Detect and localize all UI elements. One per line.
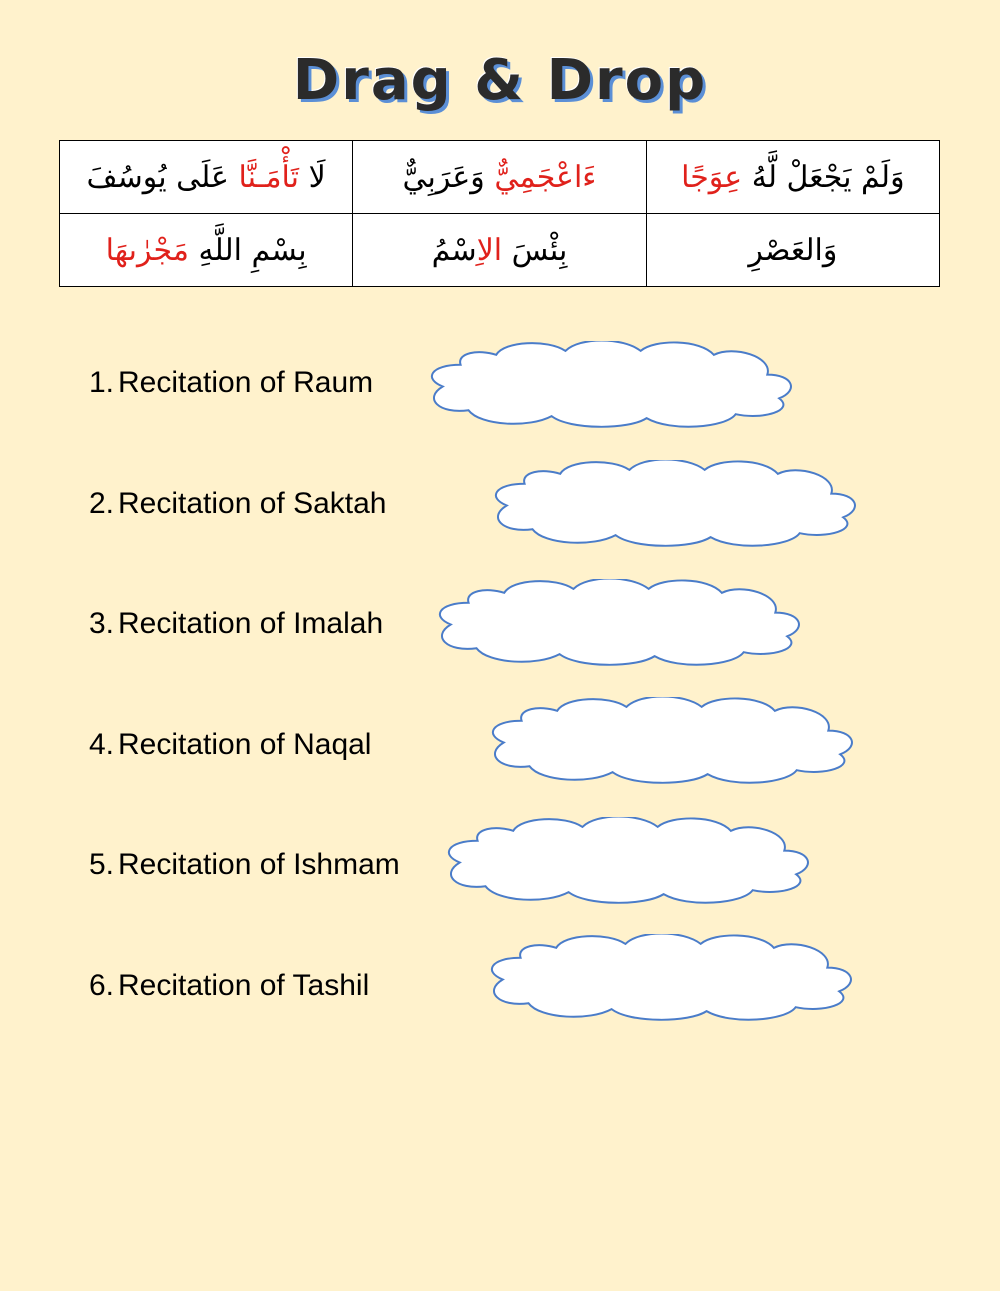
card-majreha[interactable]: بِسْمِ اللَّهِ مَجْرٰىهَا [60, 214, 353, 287]
question-4: 4. Recitation of Naqal [89, 728, 372, 761]
page-title: Drag & Drop [292, 48, 708, 113]
question-6: 6. Recitation of Tashil [89, 969, 370, 1002]
question-1: 1. Recitation of Raum [89, 366, 374, 399]
drop-zone-1[interactable] [421, 341, 797, 430]
question-2: 2. Recitation of Saktah [89, 487, 387, 520]
drop-zone-6[interactable] [481, 934, 857, 1023]
card-bisal-ismu[interactable]: بِئْسَ الاِسْمُ [353, 214, 646, 287]
answer-cards-table [59, 140, 940, 287]
card-wal-asr[interactable]: وَالعَصْرِ [646, 214, 939, 287]
card-tamanna[interactable]: لَا تَأْمَـنَّا عَلَى يُوسُفَ [60, 141, 353, 214]
card-aajamiyyun[interactable]: ءَاعْجَمِيٌّ وَعَرَبِيٌّ [353, 141, 646, 214]
drop-zone-4[interactable] [482, 697, 858, 786]
drop-zone-3[interactable] [429, 579, 805, 668]
question-5: 5. Recitation of Ishmam [89, 848, 400, 881]
drop-zone-5[interactable] [438, 817, 814, 906]
drop-zone-2[interactable] [485, 460, 861, 549]
question-3: 3. Recitation of Imalah [89, 607, 384, 640]
card-iwaja[interactable]: وَلَمْ يَجْعَلْ لَّهُ عِوَجًا [646, 141, 939, 214]
